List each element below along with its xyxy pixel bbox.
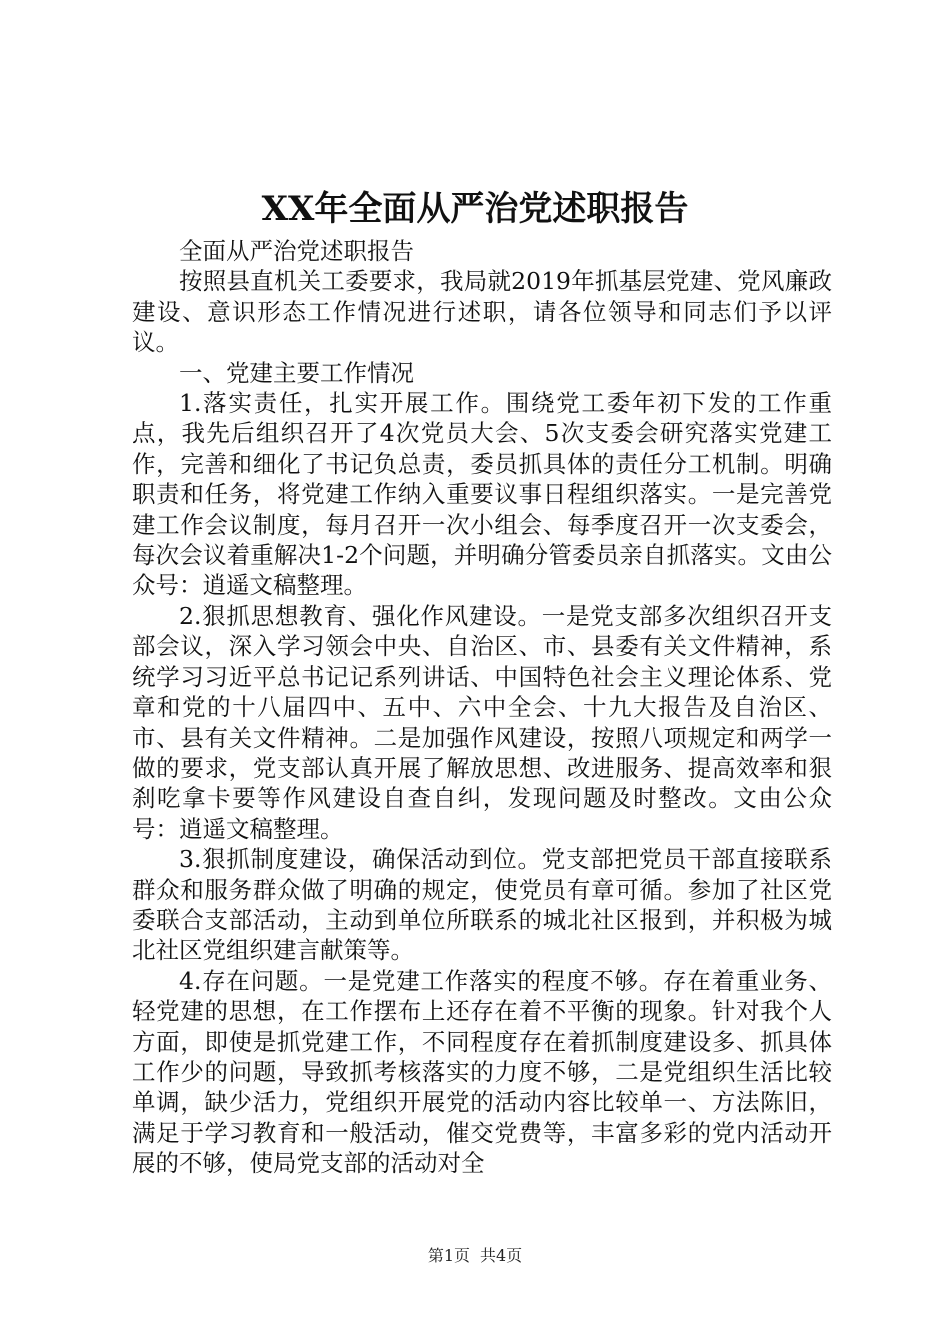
- document-title: XX年全面从严治党述职报告: [261, 189, 689, 229]
- paragraph-item-2: 2.狠抓思想教育、强化作风建设。一是党支部多次组织召开支部会议，深入学习领会中央、自治区、市、县委有关文件精神，系统学习习近平总书记记系列讲话、中国特色社会主义理论体系、党章和党的十八届四中、五中、六中全会、十九大报告及自治区、市、县有关文件精神。二是加强作风建设，按照八项规定和两学一做的要求，党支部认真开展了解放思想、改进服务、提高效率和狠刹吃拿卡要等作风建设自查自纠，发现问题及时整改。文由公众号：逍遥文稿整理。: [132, 601, 832, 843]
- document-body: [132, 236, 832, 1179]
- page-total: 共4页: [480, 1246, 523, 1265]
- page-footer: [0, 1243, 950, 1266]
- paragraph-item-3: 3.狠抓制度建设，确保活动到位。党支部把党员干部直接联系群众和服务群众做了明确的规定，使党员有章可循。参加了社区党委联合支部活动，主动到单位所联系的城北社区报到，并积极为城北社区党组织建言献策等。: [132, 845, 832, 965]
- paragraph-intro: 按照县直机关工委要求，我局就2019年抓基层党建、党风廉政建设、意识形态工作情况进行述职，请各位领导和同志们予以评议。: [132, 267, 832, 357]
- section-heading: 一、党建主要工作情况: [179, 358, 414, 387]
- page-number: 第1页: [427, 1246, 470, 1265]
- paragraph-item-4: 4.存在问题。一是党建工作落实的程度不够。存在着重业务、轻党建的思想，在工作摆布上还存在着不平衡的现象。针对我个人方面，即使是抓党建工作，不同程度存在着抓制度建设多、抓具体工作少的问题，导致抓考核落实的力度不够，二是党组织生活比较单调，缺少活力，党组织开展党的活动内容比较单一、方法陈旧，满足于学习教育和一般活动，催交党费等，丰富多彩的党内活动开展的不够，使局党支部的活动对全: [132, 966, 832, 1178]
- paragraph-item-1: 1.落实责任，扎实开展工作。围绕党工委年初下发的工作重点，我先后组织召开了4次党员大会、5次支委会研究落实党建工作，完善和细化了书记负总责，委员抓具体的责任分工机制。明确职责和任务，将党建工作纳入重要议事日程组织落实。一是完善党建工作会议制度，每月召开一次小组会、每季度召开一次支委会，每次会议着重解决1-2个问题，并明确分管委员亲自抓落实。文由公众号：逍遥文稿整理。: [132, 389, 832, 600]
- paragraph-subtitle: 全面从严治党述职报告: [179, 237, 414, 265]
